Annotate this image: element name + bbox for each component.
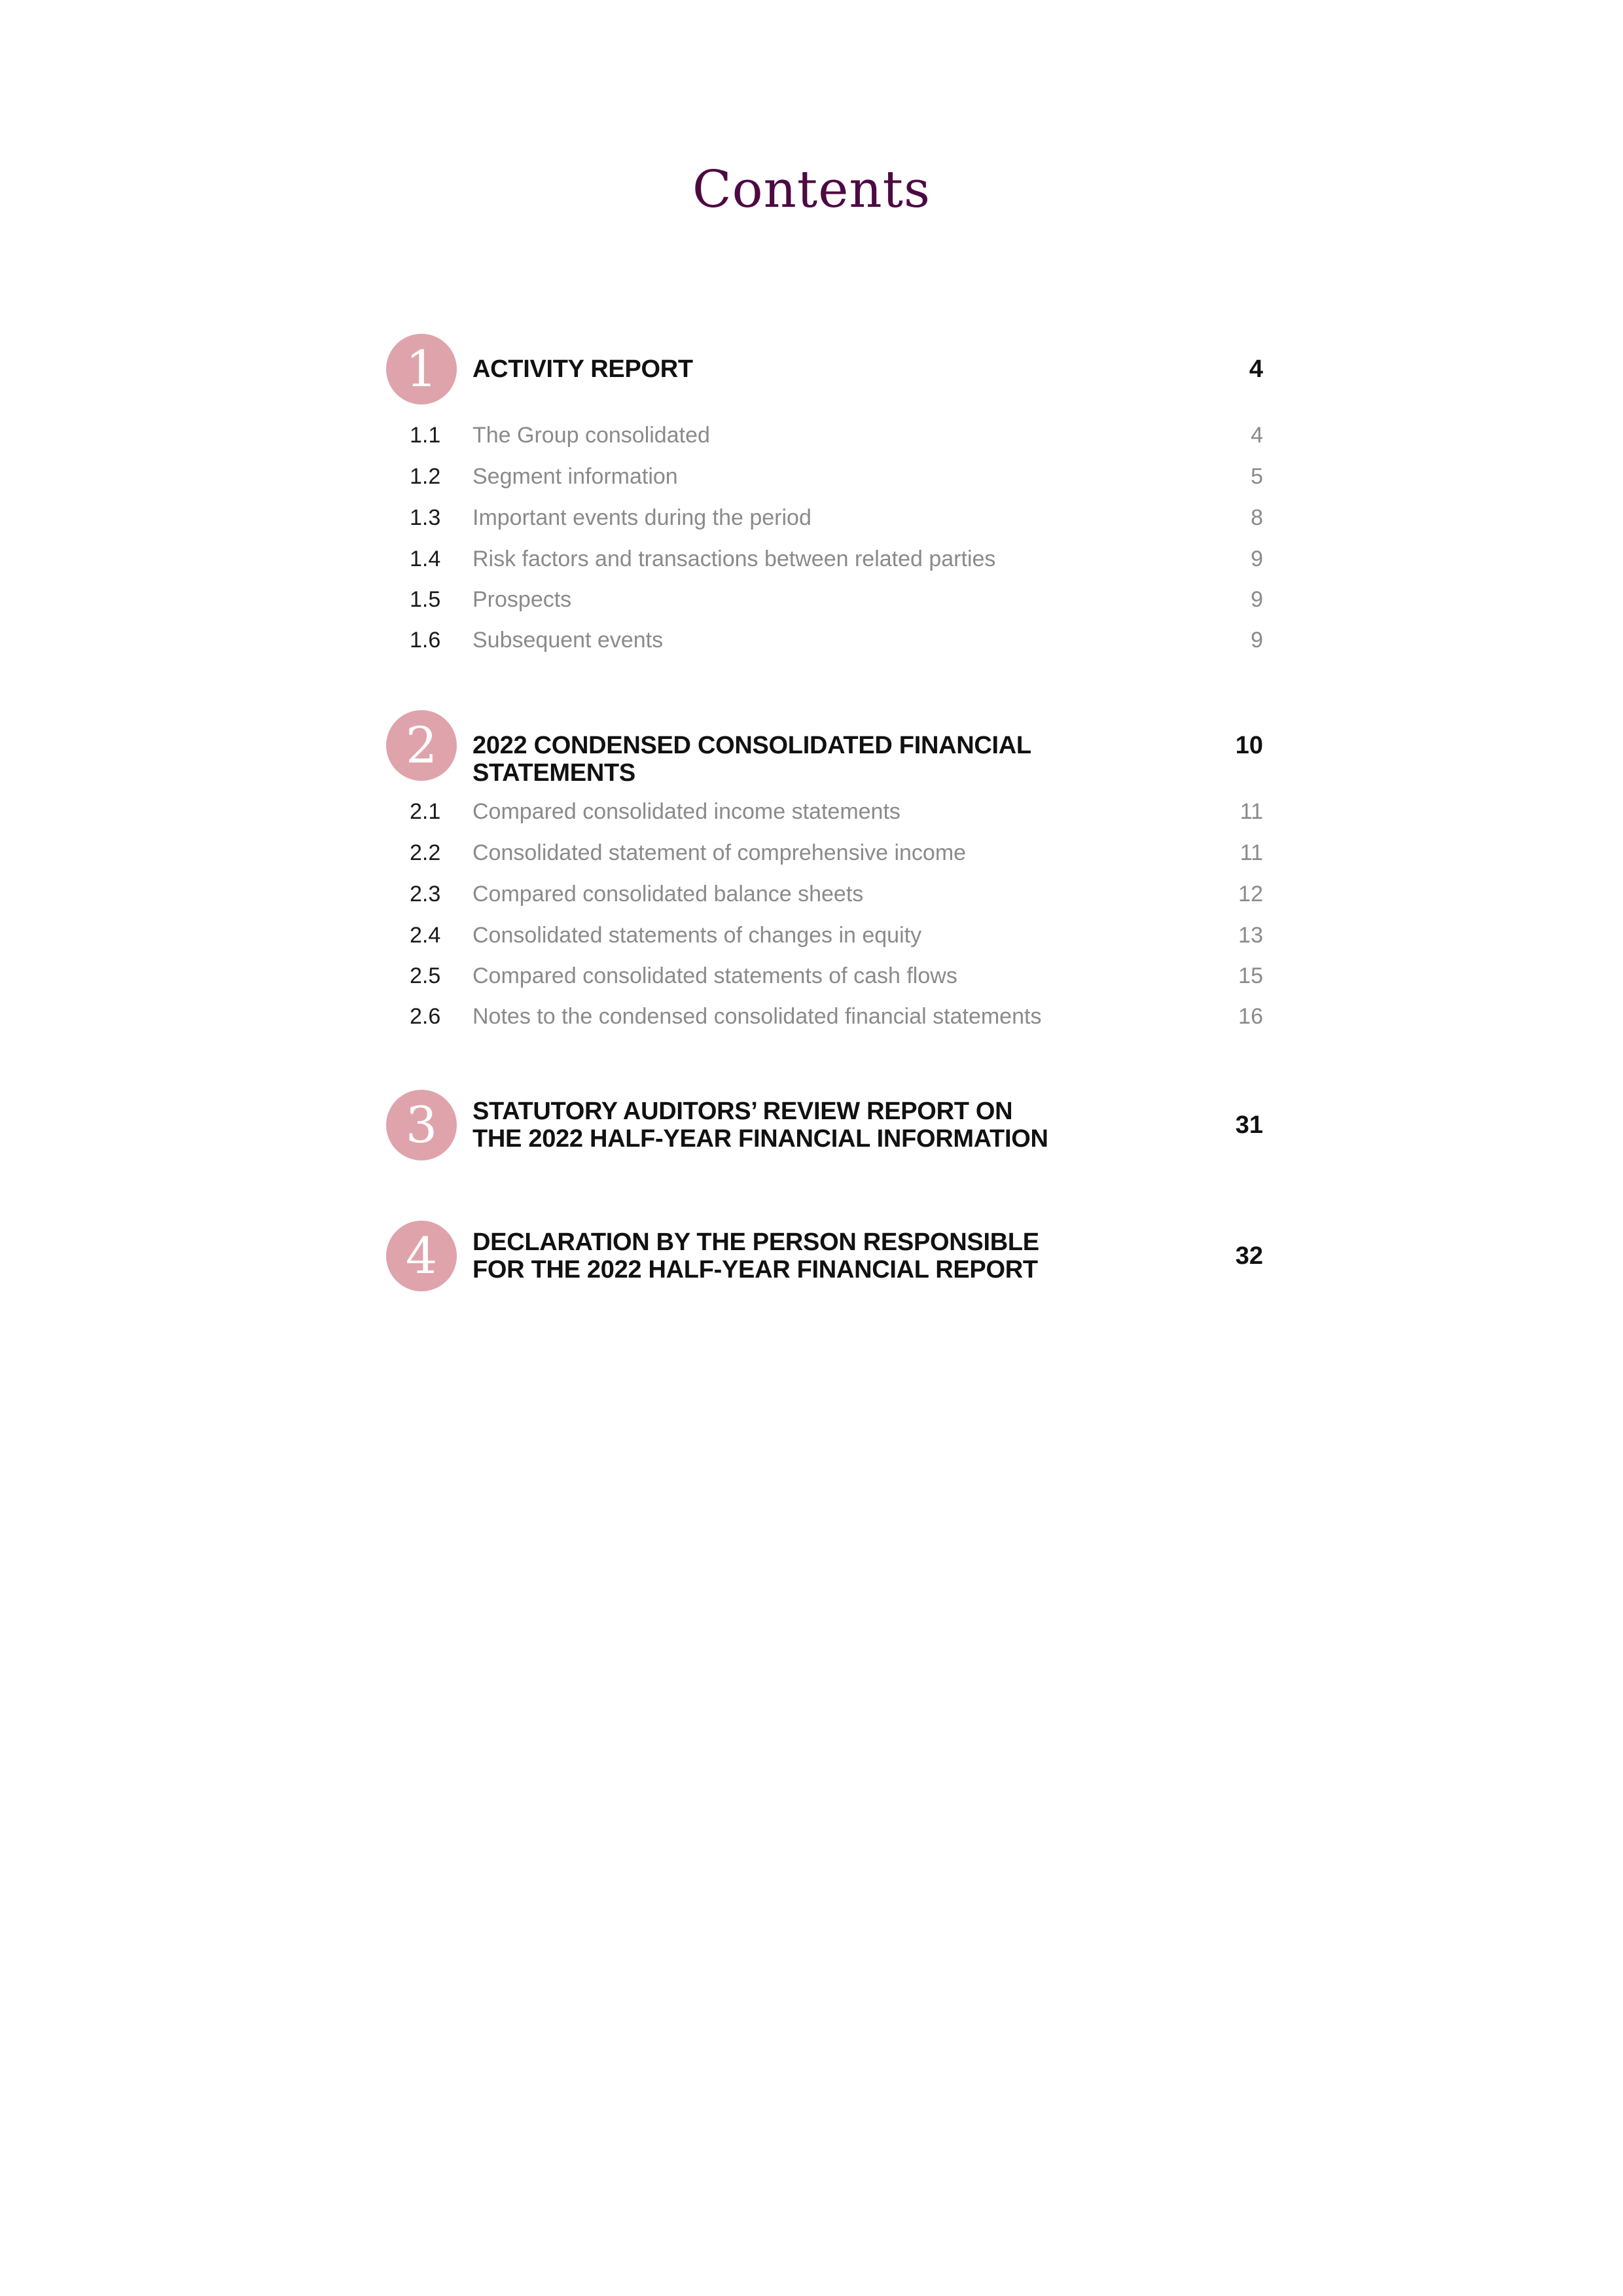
section-title-line: DECLARATION BY THE PERSON RESPONSIBLE — [473, 1229, 1039, 1256]
entry-page-number: 13 — [1238, 923, 1263, 948]
entry-number: 1.1 — [410, 423, 441, 448]
toc-entry[interactable] — [386, 539, 1263, 579]
toc-section-3 — [386, 1090, 1263, 1160]
toc-section-4 — [386, 1221, 1263, 1291]
toc-section-1 — [386, 334, 1263, 674]
entry-page-number: 11 — [1240, 799, 1263, 824]
section-title[interactable]: 2022 CONDENSED CONSOLIDATED FINANCIAL STATEMENTS — [473, 732, 1031, 787]
entry-page-number: 5 — [1251, 464, 1263, 489]
toc-entry[interactable] — [386, 996, 1263, 1037]
entry-label: Prospects — [473, 587, 572, 612]
toc-entry[interactable] — [386, 833, 1263, 873]
section-page-number: 4 — [1249, 355, 1263, 383]
toc-section-2 — [386, 710, 1263, 1050]
section-number-badge: 4 — [386, 1221, 457, 1291]
entry-label: Consolidated statement of comprehensive income — [473, 840, 967, 865]
entry-number: 2.1 — [410, 799, 441, 824]
entry-label: Subsequent events — [473, 628, 664, 653]
section-title-line: STATUTORY AUDITORS’ REVIEW REPORT ON — [473, 1098, 1013, 1125]
entry-number: 1.5 — [410, 587, 441, 612]
section-title[interactable]: ACTIVITY REPORT — [473, 355, 693, 383]
entry-label: The Group consolidated — [473, 423, 710, 448]
entry-number: 1.3 — [410, 505, 441, 530]
page-title: Contents — [692, 160, 931, 219]
entry-number: 2.2 — [410, 840, 441, 865]
toc-entry[interactable] — [386, 415, 1263, 456]
section-title[interactable] — [473, 1229, 1160, 1283]
toc-entry[interactable] — [386, 791, 1263, 832]
toc-entry[interactable] — [386, 956, 1263, 996]
entry-label: Important events during the period — [473, 505, 812, 530]
entry-label: Segment information — [473, 464, 678, 489]
entry-number: 1.6 — [410, 628, 441, 653]
section-title-line: FOR THE 2022 HALF-YEAR FINANCIAL REPORT — [473, 1256, 1038, 1283]
entry-page-number: 9 — [1251, 587, 1263, 612]
section-title-line: THE 2022 HALF-YEAR FINANCIAL INFORMATION — [473, 1125, 1048, 1153]
section-number-badge: 3 — [386, 1090, 457, 1160]
entry-page-number: 9 — [1251, 547, 1263, 571]
entry-label: Notes to the condensed consolidated financial statements — [473, 1004, 1042, 1029]
entry-page-number: 16 — [1238, 1004, 1263, 1029]
entry-number: 1.4 — [410, 547, 441, 571]
entry-label: Compared consolidated balance sheets — [473, 882, 864, 906]
entry-page-number: 11 — [1240, 840, 1263, 865]
entry-label: Consolidated statements of changes in equity — [473, 923, 922, 948]
entry-label: Compared consolidated statements of cash flows — [473, 963, 957, 988]
entry-page-number: 9 — [1251, 628, 1263, 653]
section-number-badge: 2 — [386, 710, 457, 781]
toc-entry[interactable] — [386, 497, 1263, 538]
toc-entry[interactable] — [386, 620, 1263, 660]
entry-label: Risk factors and transactions between related parties — [473, 547, 996, 571]
toc-entry[interactable] — [386, 456, 1263, 497]
entry-number: 2.6 — [410, 1004, 441, 1029]
section-number-badge: 1 — [386, 334, 457, 404]
entry-page-number: 12 — [1238, 882, 1263, 906]
entry-number: 2.3 — [410, 882, 441, 906]
entry-page-number: 8 — [1251, 505, 1263, 530]
entry-number: 1.2 — [410, 464, 441, 489]
toc-entry[interactable] — [386, 874, 1263, 914]
entry-number: 2.4 — [410, 923, 441, 948]
entry-label: Compared consolidated income statements — [473, 799, 901, 824]
toc-entry[interactable] — [386, 579, 1263, 620]
section-title[interactable] — [473, 1098, 1160, 1153]
entry-page-number: 15 — [1238, 963, 1263, 988]
section-page-number: 31 — [1235, 1111, 1263, 1139]
section-page-number: 32 — [1235, 1242, 1263, 1270]
section-page-number: 10 — [1235, 732, 1263, 759]
entry-number: 2.5 — [410, 963, 441, 988]
toc-entry[interactable] — [386, 915, 1263, 956]
entry-page-number: 4 — [1251, 423, 1263, 448]
